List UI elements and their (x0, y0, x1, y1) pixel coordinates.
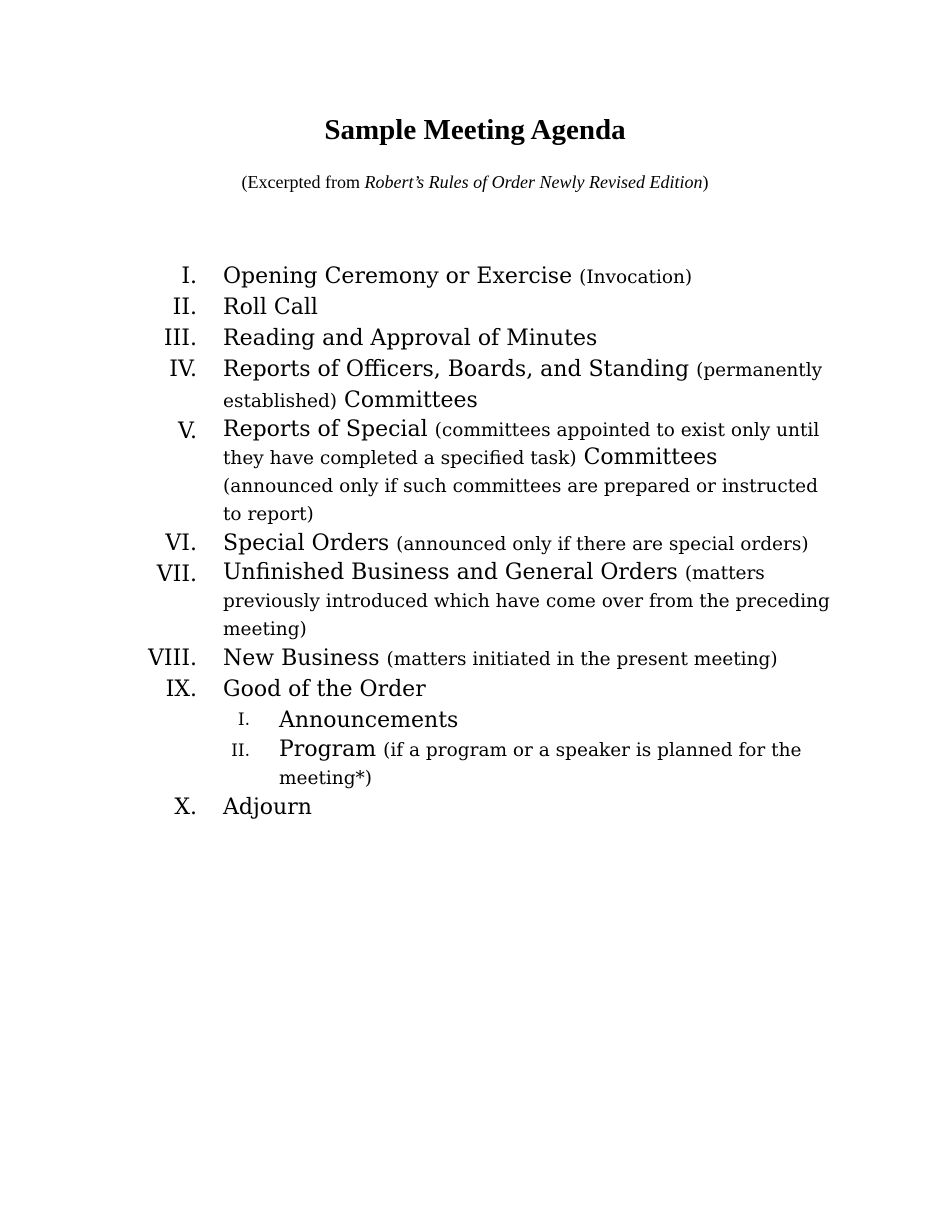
agenda-item-title: Roll Call (223, 295, 318, 320)
agenda-item-title: Good of the Order (223, 677, 426, 702)
subtitle-suffix: ) (702, 172, 709, 192)
agenda-item-number: IX. (165, 677, 197, 702)
subtitle-prefix: (Excerpted from (241, 172, 365, 192)
agenda-item (0, 261, 833, 292)
agenda-subitem-title: Announcements (279, 708, 459, 733)
agenda-item (0, 416, 833, 528)
agenda-item-note: (matters initiated in the present meeting) (386, 649, 778, 670)
agenda-item (0, 674, 833, 792)
agenda-item-title-continued: Committees (583, 445, 718, 470)
agenda-list (0, 261, 950, 823)
agenda-item-note: (matters previously introduced which have come over from the preceding meeting) (223, 563, 830, 640)
agenda-item-number: II. (172, 295, 197, 320)
agenda-item-title: Reading and Approval of Minutes (223, 326, 598, 351)
agenda-item-title: Adjourn (223, 795, 312, 820)
agenda-item-note: (announced only if there are special orders) (396, 534, 809, 555)
agenda-item (0, 354, 833, 416)
agenda-item (0, 528, 833, 559)
agenda-item-title: New Business (223, 646, 380, 671)
agenda-subitem-number: II. (231, 741, 250, 761)
agenda-item-number: VI. (165, 531, 197, 556)
agenda-item (0, 643, 833, 674)
agenda-item-number: X. (174, 795, 197, 820)
agenda-item (0, 792, 833, 823)
agenda-subitem (222, 736, 833, 792)
agenda-subitem-number: I. (237, 710, 250, 730)
document-subtitle (0, 170, 950, 194)
agenda-item-number: I. (181, 264, 197, 289)
agenda-sublist (223, 705, 833, 792)
agenda-item-note: (permanently established) (223, 360, 823, 412)
agenda-item-number: V. (177, 419, 197, 444)
agenda-item-number: III. (163, 326, 197, 351)
agenda-item-number: IV. (169, 357, 197, 382)
agenda-item-title-continued: Committees (344, 388, 478, 413)
agenda-subitem-title: Program (279, 737, 377, 762)
agenda-item-number: VIII. (148, 646, 197, 671)
document-title: Sample Meeting Agenda (324, 114, 626, 146)
agenda-item-title: Reports of Officers, Boards, and Standing (223, 357, 690, 382)
agenda-subitem-note: (if a program or a speaker is planned for the meeting*) (279, 740, 802, 789)
agenda-item-note: (Invocation) (579, 267, 693, 288)
agenda-item (0, 323, 833, 354)
agenda-item-title: Opening Ceremony or Exercise (223, 264, 573, 289)
agenda-subitem (222, 705, 833, 736)
agenda-item-title: Unfinished Business and General Orders (223, 560, 678, 585)
agenda-item-note: (committees appointed to exist only until they have completed a specified task) (223, 420, 820, 469)
agenda-item (0, 559, 833, 643)
agenda-item-title: Special Orders (223, 531, 390, 556)
agenda-item-note-continued: (announced only if such committees are prepared or instructed to report) (223, 476, 818, 525)
agenda-item-number: VII. (156, 562, 197, 587)
subtitle-source: Robert’s Rules of Order Newly Revised Edition (364, 172, 703, 192)
agenda-item-title: Reports of Special (223, 417, 428, 442)
agenda-item (0, 292, 833, 323)
